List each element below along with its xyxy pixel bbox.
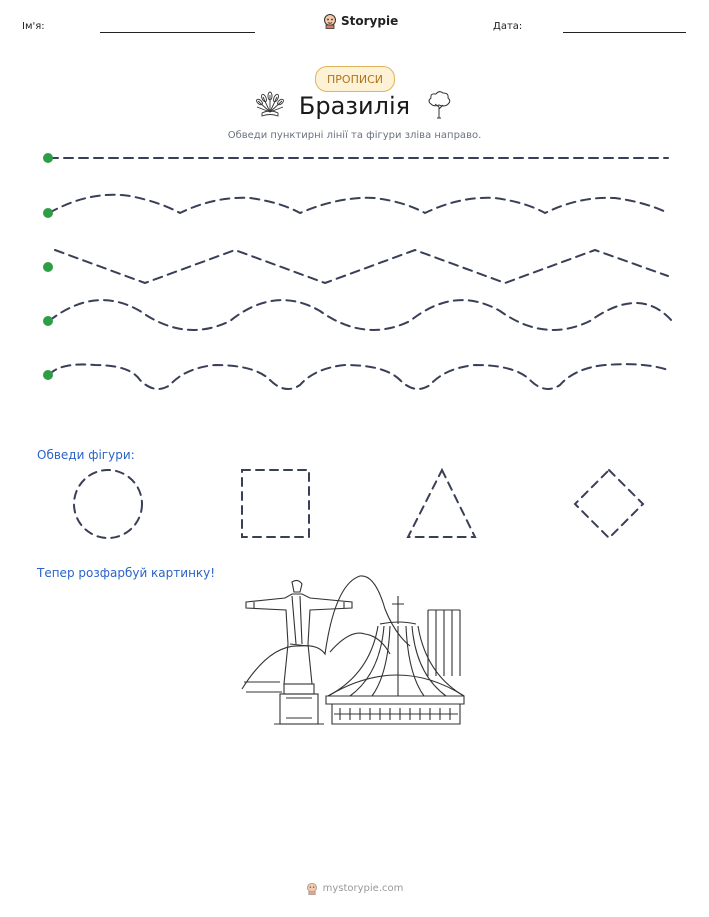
instructions: Обведи пунктирні лінії та фігури зліва направо. <box>227 130 482 141</box>
date-label: Дата: <box>493 21 523 32</box>
footer <box>0 882 709 895</box>
christ-the-redeemer <box>246 580 352 724</box>
coloring-heading: Тепер розфарбуй картинку! <box>37 566 216 580</box>
tracing-line-gentle-wave[interactable] <box>49 195 668 213</box>
tracing-shape-diamond[interactable] <box>575 470 643 538</box>
brand-name: Storypie <box>341 14 399 28</box>
start-dot <box>43 316 53 326</box>
tracing-line-wave[interactable] <box>49 300 672 330</box>
brand-logo <box>323 13 398 29</box>
start-dot <box>43 208 53 218</box>
name-field[interactable] <box>100 32 255 33</box>
footer-url[interactable]: mystorypie.com <box>322 883 404 894</box>
brasilia-cathedral <box>326 596 464 724</box>
shapes-area <box>0 462 709 552</box>
shapes-heading: Обведи фігури: <box>37 448 135 462</box>
name-label: Ім'я: <box>22 21 45 32</box>
tree-icon <box>425 90 453 120</box>
tracing-line-bumpy-wave[interactable] <box>49 364 668 389</box>
page-title: Бразилія <box>298 92 411 120</box>
hills <box>242 576 410 689</box>
tracing-shape-triangle[interactable] <box>408 470 475 537</box>
date-field[interactable] <box>563 32 686 33</box>
storypie-mascot-icon <box>323 13 337 29</box>
tracing-line-zigzag[interactable] <box>55 250 668 283</box>
start-dot <box>43 262 53 272</box>
storypie-mascot-icon <box>306 882 318 895</box>
tracing-area <box>0 140 709 400</box>
coloring-picture[interactable] <box>240 574 470 730</box>
tracing-shape-square[interactable] <box>242 470 309 537</box>
start-dot <box>43 153 53 163</box>
tracing-shape-circle[interactable] <box>74 470 142 538</box>
category-badge: ПРОПИСИ <box>315 66 395 92</box>
start-dot <box>43 370 53 380</box>
